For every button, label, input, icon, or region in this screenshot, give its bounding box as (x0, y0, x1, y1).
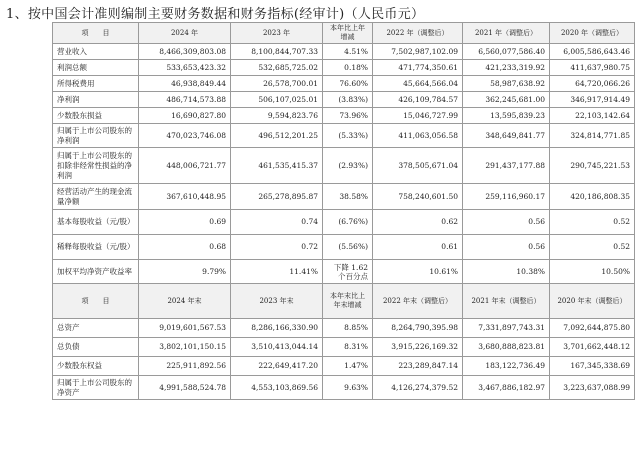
value-cell: 3,802,101,150.15 (139, 338, 231, 357)
value-cell: 324,814,771.85 (550, 124, 635, 148)
row-label: 稀释每股收益（元/股） (53, 235, 139, 260)
value-cell: 506,107,025.01 (231, 92, 323, 108)
value-cell: (6.76%) (323, 210, 373, 235)
table-row (53, 92, 635, 108)
value-cell: 3,467,886,182.97 (463, 376, 550, 400)
value-cell: 8,264,790,395.98 (373, 319, 463, 338)
row-label: 归属于上市公司股东的净利润 (53, 124, 139, 148)
value-cell: 10.61% (373, 260, 463, 284)
value-cell: 4.51% (323, 44, 373, 60)
value-cell: 448,006,721.77 (139, 148, 231, 184)
header-row (53, 284, 635, 319)
value-cell: 223,289,847.14 (373, 357, 463, 376)
value-cell: 426,109,784.57 (373, 92, 463, 108)
value-cell: 183,122,736.49 (463, 357, 550, 376)
value-cell: 378,505,671.04 (373, 148, 463, 184)
row-label: 总资产 (53, 319, 139, 338)
value-cell: 58,987,638.92 (463, 76, 550, 92)
table-row (53, 184, 635, 210)
value-cell: 10.50% (550, 260, 635, 284)
row-label: 营业收入 (53, 44, 139, 60)
value-cell: 346,917,914.49 (550, 92, 635, 108)
header-cell: 2024 年末 (139, 284, 231, 319)
value-cell: 532,685,725.02 (231, 60, 323, 76)
value-cell: 64,720,066.26 (550, 76, 635, 92)
value-cell: 348,649,841.77 (463, 124, 550, 148)
value-cell: 8,286,166,330.90 (231, 319, 323, 338)
value-cell: 758,240,601.50 (373, 184, 463, 210)
table-row (53, 44, 635, 60)
value-cell: 11.41% (231, 260, 323, 284)
value-cell: 0.74 (231, 210, 323, 235)
value-cell: 8.85% (323, 319, 373, 338)
header-cell: 2023 年 (231, 23, 323, 44)
header-cell: 项 目 (53, 284, 139, 319)
value-cell: 7,502,987,102.09 (373, 44, 463, 60)
value-cell: 45,664,566.04 (373, 76, 463, 92)
value-cell: 471,774,350.61 (373, 60, 463, 76)
header-cell: 2022 年（调整后） (373, 23, 463, 44)
value-cell: 0.69 (139, 210, 231, 235)
table-row (53, 108, 635, 124)
value-cell: 9.63% (323, 376, 373, 400)
value-cell: 0.68 (139, 235, 231, 260)
value-cell: 8,466,309,803.08 (139, 44, 231, 60)
value-cell: (5.33%) (323, 124, 373, 148)
value-cell: 3,915,226,169.32 (373, 338, 463, 357)
value-cell: 10.38% (463, 260, 550, 284)
value-cell: 15,046,727.99 (373, 108, 463, 124)
value-cell: 6,005,586,643.46 (550, 44, 635, 60)
row-label: 总负债 (53, 338, 139, 357)
value-cell: (5.56%) (323, 235, 373, 260)
table-row (53, 260, 635, 284)
table-row (53, 210, 635, 235)
value-cell: 9.79% (139, 260, 231, 284)
value-cell: 496,512,201.25 (231, 124, 323, 148)
value-cell: 290,745,221.53 (550, 148, 635, 184)
value-cell: 0.56 (463, 210, 550, 235)
header-cell: 2020 年末（调整后） (550, 284, 635, 319)
row-label: 基本每股收益（元/股） (53, 210, 139, 235)
value-cell: 222,649,417.20 (231, 357, 323, 376)
table-row (53, 319, 635, 338)
value-cell: 3,680,888,823.81 (463, 338, 550, 357)
value-cell: 9,019,601,567.53 (139, 319, 231, 338)
header-cell: 2021 年（调整后） (463, 23, 550, 44)
row-label: 加权平均净资产收益率 (53, 260, 139, 284)
value-cell: 225,911,892.56 (139, 357, 231, 376)
table-row (53, 124, 635, 148)
page-title: 1、按中国会计准则编制主要财务数据和财务指标(经审计)（人民币元） (6, 7, 425, 22)
value-cell: 22,103,142.64 (550, 108, 635, 124)
row-label: 少数股东损益 (53, 108, 139, 124)
value-cell: 461,535,415.37 (231, 148, 323, 184)
value-cell: (3.83%) (323, 92, 373, 108)
header-cell: 本年末比上年末增减 (323, 284, 373, 319)
header-cell: 2020 年（调整后） (550, 23, 635, 44)
value-cell: 3,701,662,448.12 (550, 338, 635, 357)
value-cell: 4,126,274,379.52 (373, 376, 463, 400)
value-cell: 9,594,823.76 (231, 108, 323, 124)
row-label: 少数股东权益 (53, 357, 139, 376)
value-cell: 6,560,077,586.40 (463, 44, 550, 60)
value-cell: 0.62 (373, 210, 463, 235)
value-cell: 411,063,056.58 (373, 124, 463, 148)
value-cell: 4,553,103,869.56 (231, 376, 323, 400)
header-cell: 2021 年末（调整后） (463, 284, 550, 319)
value-cell: 470,023,746.08 (139, 124, 231, 148)
table-row (53, 148, 635, 184)
value-cell: 291,437,177.88 (463, 148, 550, 184)
header-cell: 项 目 (53, 23, 139, 44)
value-cell: 4,991,588,524.78 (139, 376, 231, 400)
value-cell: 73.96% (323, 108, 373, 124)
row-label: 归属于上市公司股东的扣除非经常性损益的净利润 (53, 148, 139, 184)
value-cell: 7,331,897,743.31 (463, 319, 550, 338)
row-label: 利润总额 (53, 60, 139, 76)
value-cell: 259,116,960.17 (463, 184, 550, 210)
header-cell: 本年比上年增减 (323, 23, 373, 44)
value-cell: 13,595,839.23 (463, 108, 550, 124)
row-label: 归属于上市公司股东的净资产 (53, 376, 139, 400)
value-cell: 1.47% (323, 357, 373, 376)
value-cell: 0.52 (550, 235, 635, 260)
table-row (53, 357, 635, 376)
value-cell: 7,092,644,875.80 (550, 319, 635, 338)
value-cell: 533,653,423.32 (139, 60, 231, 76)
value-cell: 26,578,700.01 (231, 76, 323, 92)
financial-data-table (52, 22, 635, 400)
table-row (53, 338, 635, 357)
header-row (53, 23, 635, 44)
value-cell: 38.58% (323, 184, 373, 210)
value-cell: 0.52 (550, 210, 635, 235)
row-label: 经营活动产生的现金流量净额 (53, 184, 139, 210)
value-cell: 8,100,844,707.33 (231, 44, 323, 60)
value-cell: 167,345,338.69 (550, 357, 635, 376)
value-cell: 486,714,573.88 (139, 92, 231, 108)
header-cell: 2022 年末（调整后） (373, 284, 463, 319)
table-row (53, 60, 635, 76)
row-label: 所得税费用 (53, 76, 139, 92)
value-cell: 0.72 (231, 235, 323, 260)
row-label: 净利润 (53, 92, 139, 108)
value-cell: (2.93%) (323, 148, 373, 184)
value-cell: 3,510,413,044.14 (231, 338, 323, 357)
table-row (53, 376, 635, 400)
value-cell: 420,186,808.35 (550, 184, 635, 210)
value-cell: 下降 1.62 个百分点 (323, 260, 373, 284)
value-cell: 0.18% (323, 60, 373, 76)
header-cell: 2023 年末 (231, 284, 323, 319)
value-cell: 3,223,637,088.99 (550, 376, 635, 400)
header-cell: 2024 年 (139, 23, 231, 44)
table-row (53, 76, 635, 92)
value-cell: 16,690,827.80 (139, 108, 231, 124)
value-cell: 367,610,448.95 (139, 184, 231, 210)
value-cell: 362,245,681.00 (463, 92, 550, 108)
value-cell: 8.31% (323, 338, 373, 357)
value-cell: 0.61 (373, 235, 463, 260)
value-cell: 0.56 (463, 235, 550, 260)
table-row (53, 235, 635, 260)
value-cell: 421,233,319.92 (463, 60, 550, 76)
value-cell: 411,637,980.75 (550, 60, 635, 76)
value-cell: 76.60% (323, 76, 373, 92)
value-cell: 46,938,849.44 (139, 76, 231, 92)
value-cell: 265,278,895.87 (231, 184, 323, 210)
